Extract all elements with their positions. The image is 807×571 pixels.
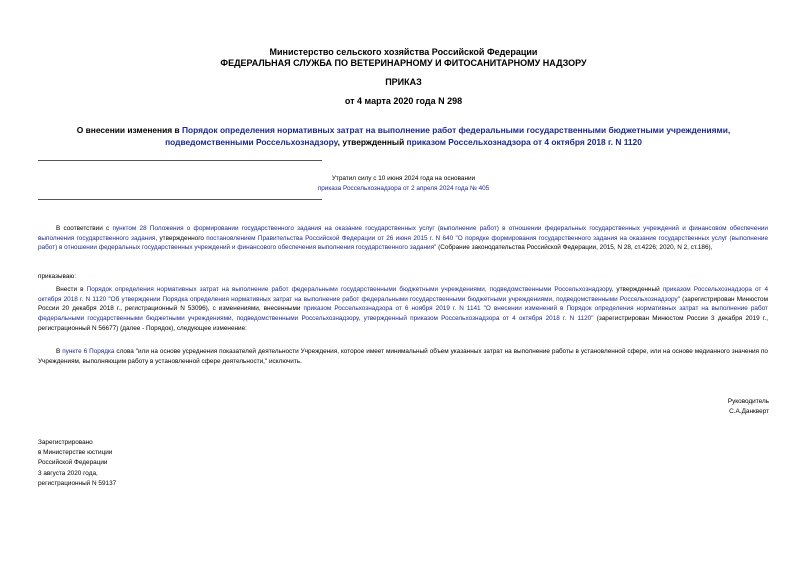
amendment-text-2: , утвержденный [611, 286, 663, 293]
preamble-text-1: В соответствии с [56, 225, 113, 232]
preamble-link-regulation[interactable]: пунктом 28 Положения о формировании государственного задания на оказание государственных услуг (выполнение работ) в отношении федеральных государственных учреждений и финансовом обеспечении выполнения государственного задания [38, 225, 768, 242]
amendment-text-4: (зарегистрирован Минюстом России 3 декабря 2019 г., регистрационный N 56677) (далее - Порядок), следующее изменение: [38, 315, 768, 332]
status-link[interactable]: приказа Россельхознадзора от 2 апреля 2024 года № 405 [317, 184, 490, 192]
change-link-clause[interactable]: пункте 6 Порядка [62, 348, 115, 355]
amendment-link-order-1120[interactable]: приказом Россельхознадзора от 4 октября 2018 г. N 1120 "Об утверждении Порядка определения нормативных затрат на выполнение работ федеральными государственными бюджетными учреждениями, подведомственными Россельхознадзору" [38, 286, 768, 303]
divider-top [38, 160, 322, 161]
divider-bottom [38, 199, 322, 200]
ministry-name: Министерство сельского хозяйства Российской Федерации [269, 47, 538, 57]
amendment-text-1: Внести в [56, 286, 87, 293]
document-type: ПРИКАЗ [385, 77, 422, 87]
document-title [38, 125, 769, 148]
document-date: от 4 марта 2020 года N 298 [344, 96, 463, 106]
title-link-order[interactable]: приказом Россельхознадзора от 4 октября 2018 г. N 1120 [406, 136, 642, 147]
signature-block [728, 397, 769, 417]
paragraph-change [38, 347, 768, 366]
title-prefix: О внесении изменения в [76, 125, 182, 135]
registration-line: Зарегистрировано [38, 439, 93, 446]
amendment-link-order-1141[interactable]: приказом Россельхознадзора от 6 ноября 2019 г. N 1141 "О внесении изменений в Порядок определения нормативных затрат на выполнение работ федеральными государственными бюджетными учреждениями, подведомственными Россельхознадзору, утвержденный приказом Россельхознадзора от 4 октября 2018 г. N 1120" [38, 305, 768, 323]
signature-role: Руководитель [727, 398, 769, 405]
title-link-procedure[interactable]: Порядок определения нормативных затрат на выполнение работ федеральными государственными бюджетными учреждениями, подведомственными Россельхознадзору [165, 125, 731, 147]
status-note [0, 174, 807, 193]
status-line: Утратил силу с 10 июня 2024 года на основании [331, 175, 476, 182]
amendment-link-procedure[interactable]: Порядок определения нормативных затрат на выполнение работ федеральными государственными бюджетными учреждениями, подведомственными Россельхознадзору [86, 286, 612, 293]
amendment-text-3: (зарегистрирован Минюстом России 20 декабря 2018 г., регистрационный N 53096), с изменениями, внесенными [38, 295, 768, 313]
preamble-link-resolution[interactable]: постановлением Правительства Российской Федерации от 26 июня 2015 г. N 640 "О порядке формирования государственного задания на оказание государственных услуг (выполнение работ) в отношении федеральных государственных учреждений и финансового обеспечения выполнения государственного задания" [38, 234, 769, 252]
title-middle: , утвержденный [337, 136, 407, 147]
change-text-2: слова "или на основе усреднения показателей деятельности Учреждения, которое имеет минимальный объем указанных затрат на выполнение работы в установленной сфере, или на основе медианного значения по Учреждениям, выполняющим работу в установленной сфере деятельности," исключить. [38, 348, 768, 365]
change-text-1: В [56, 348, 63, 355]
orders-line: приказываю: [38, 273, 76, 280]
registration-block [38, 438, 116, 489]
service-name: ФЕДЕРАЛЬНАЯ СЛУЖБА ПО ВЕТЕРИНАРНОМУ И ФИТОСАНИТАРНОМУ НАДЗОРУ [220, 58, 587, 68]
registration-line: Российской Федерации [38, 459, 108, 467]
registration-line: 3 августа 2020 года, [38, 469, 98, 477]
preamble-text-2: , утвержденного [155, 234, 207, 242]
paragraph-preamble [38, 224, 768, 253]
preamble-text-3: (Собрание законодательства Российской Федерации, 2015, N 28, ст.4226; 2020, N 2, ст.186), [436, 244, 713, 252]
registration-line: регистрационный N 59137 [38, 479, 117, 487]
signature-name: С.А.Данкверт [729, 408, 769, 415]
paragraph-amendment [38, 285, 768, 334]
registration-line: в Министерстве юстиции [38, 449, 113, 457]
